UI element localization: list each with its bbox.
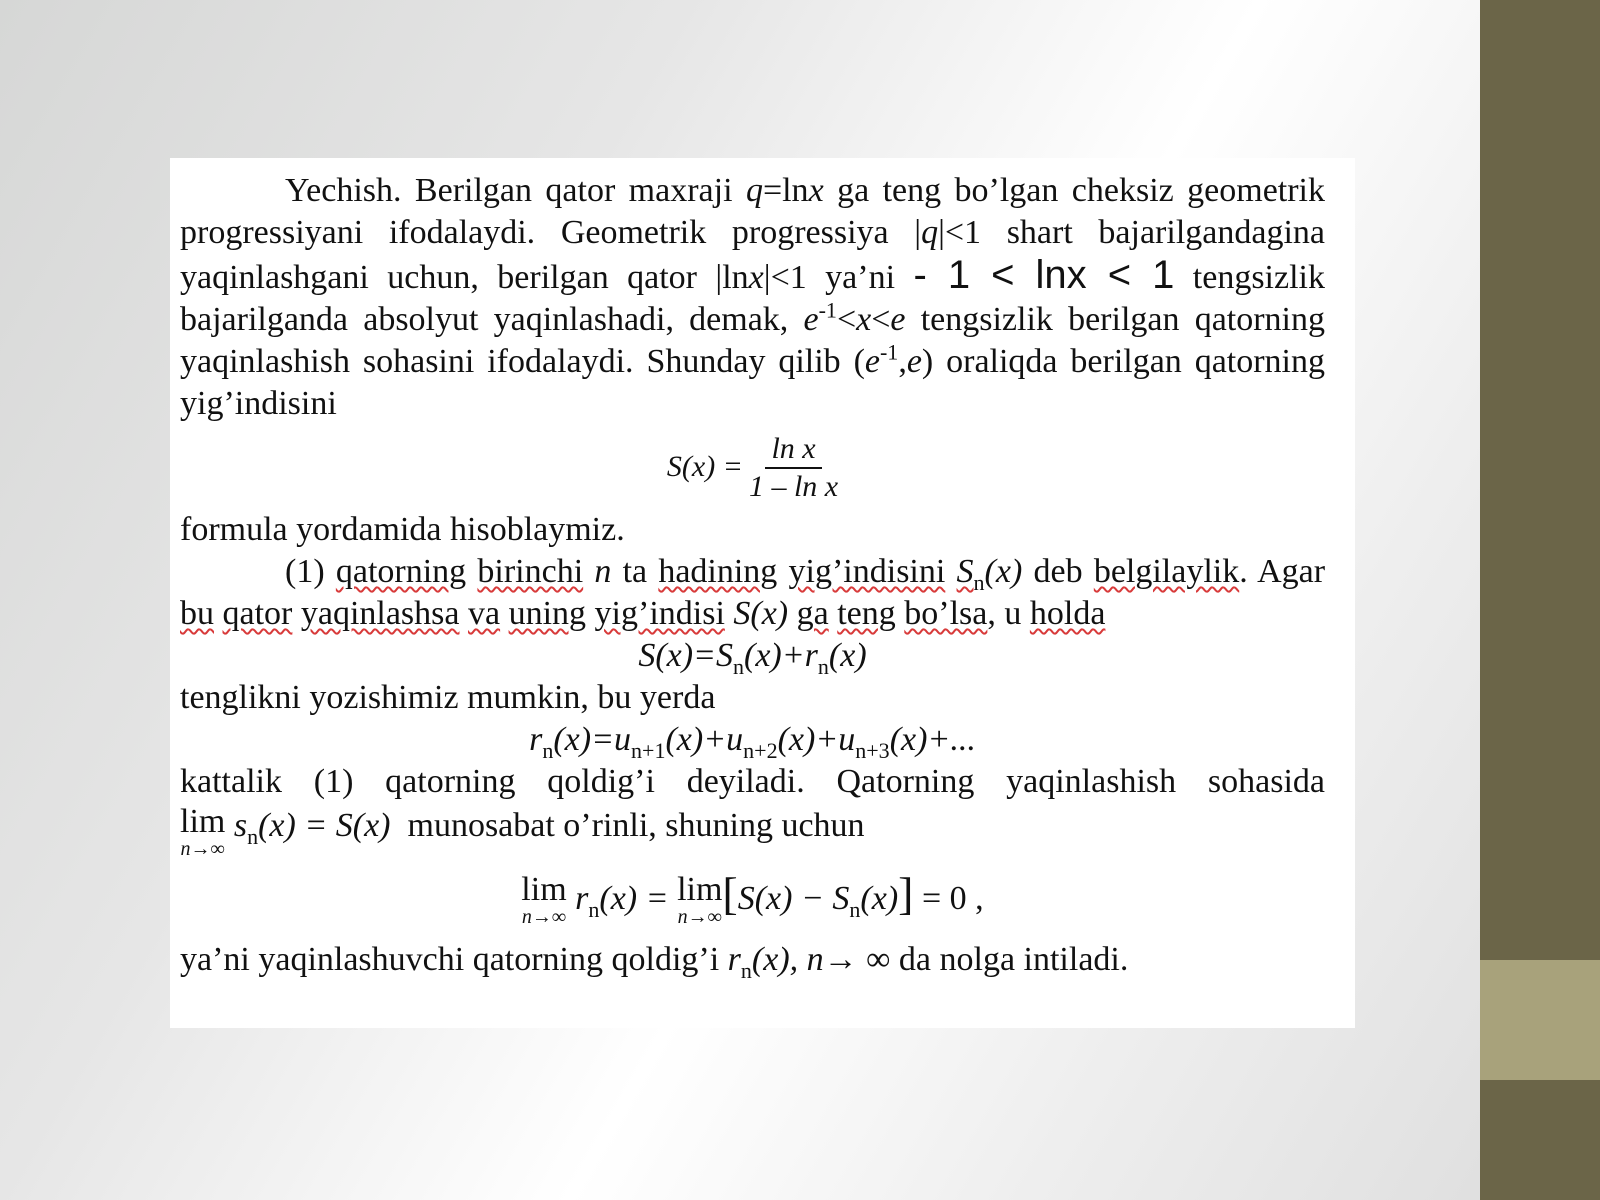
limit-symbol: lim n→∞ [180, 803, 226, 860]
formula-remainder: $r_n(x)=u_{n+1}(x)+u_{n+2}(x)+u_{n+3}(x)+$... [529, 721, 976, 763]
paragraph-tenglik: tenglikni yozishimiz mumkin, bu yerda [180, 679, 716, 716]
sidebar-accent [1480, 960, 1600, 1080]
paragraph-partial-sum: (1) qatorning birinchi n ta hadining yig’indisini $S_n(x)$ deb belgilaylik. Agar [285, 553, 1326, 595]
paragraph-line: yig’indisini [180, 385, 337, 422]
paragraph-formula-text: formula yordamida hisoblaymiz. [180, 511, 625, 548]
limit-symbol: lim n→∞ [521, 871, 567, 928]
paragraph-line: bu qator yaqinlashsa va uning yig’indisi S(x) ga teng bo’lsa, u holda [180, 595, 1106, 632]
formula-sum: S(x) = $\frac{\text{ln x}}{\text{1 – ln x}}$ [666, 432, 839, 503]
formula-limit-remainder: lim n→∞ $r_n(x)$ = lim n→∞ $[S(x) - S_n(x)] = 0$ , [521, 868, 984, 928]
paragraph-solution: Yechish. Berilgan qator maxraji q=lnx ga teng bo’lgan cheksiz geometrik progressiyani ifodalaydi. Geometrik progressiya |q|<1 shart bajarilgandagina yaqinlashgani uchun, berilgan qator |lnx|<1 ya’ni - 1 < lnx < 1 tengsizlik bajarilganda absolyut yaqinlashadi, demak, $e^{-1}<x<e$ tengsizlik berilgan qatorning yaqinlashish sohasini ifodalaydi. Shunday qilib $(e^{-1},e)$ oraliqda berilgan qatorning [180, 172, 1325, 380]
document-body [180, 170, 1325, 981]
formula-decomposition: $S(x)=S_n(x)+r_n(x)$ [638, 637, 867, 679]
limit-symbol: lim n→∞ [677, 871, 723, 928]
paragraph-limit: lim n→∞ $s_n(x) = S(x)$ munosabat o’rinli, shuning uchun [180, 803, 865, 860]
inequality: - 1 < lnx < 1 [913, 253, 1175, 297]
paragraph-kattalik: kattalik (1) qatorning qoldig’i deyiladi. Qatorning yaqinlashish sohasida [180, 763, 1325, 800]
paragraph-conclusion: ya’ni yaqinlashuvchi qatorning qoldig’i $r_n(x)$, n→ ∞ da nolga intiladi. [180, 941, 1129, 983]
document-page [170, 158, 1355, 1028]
